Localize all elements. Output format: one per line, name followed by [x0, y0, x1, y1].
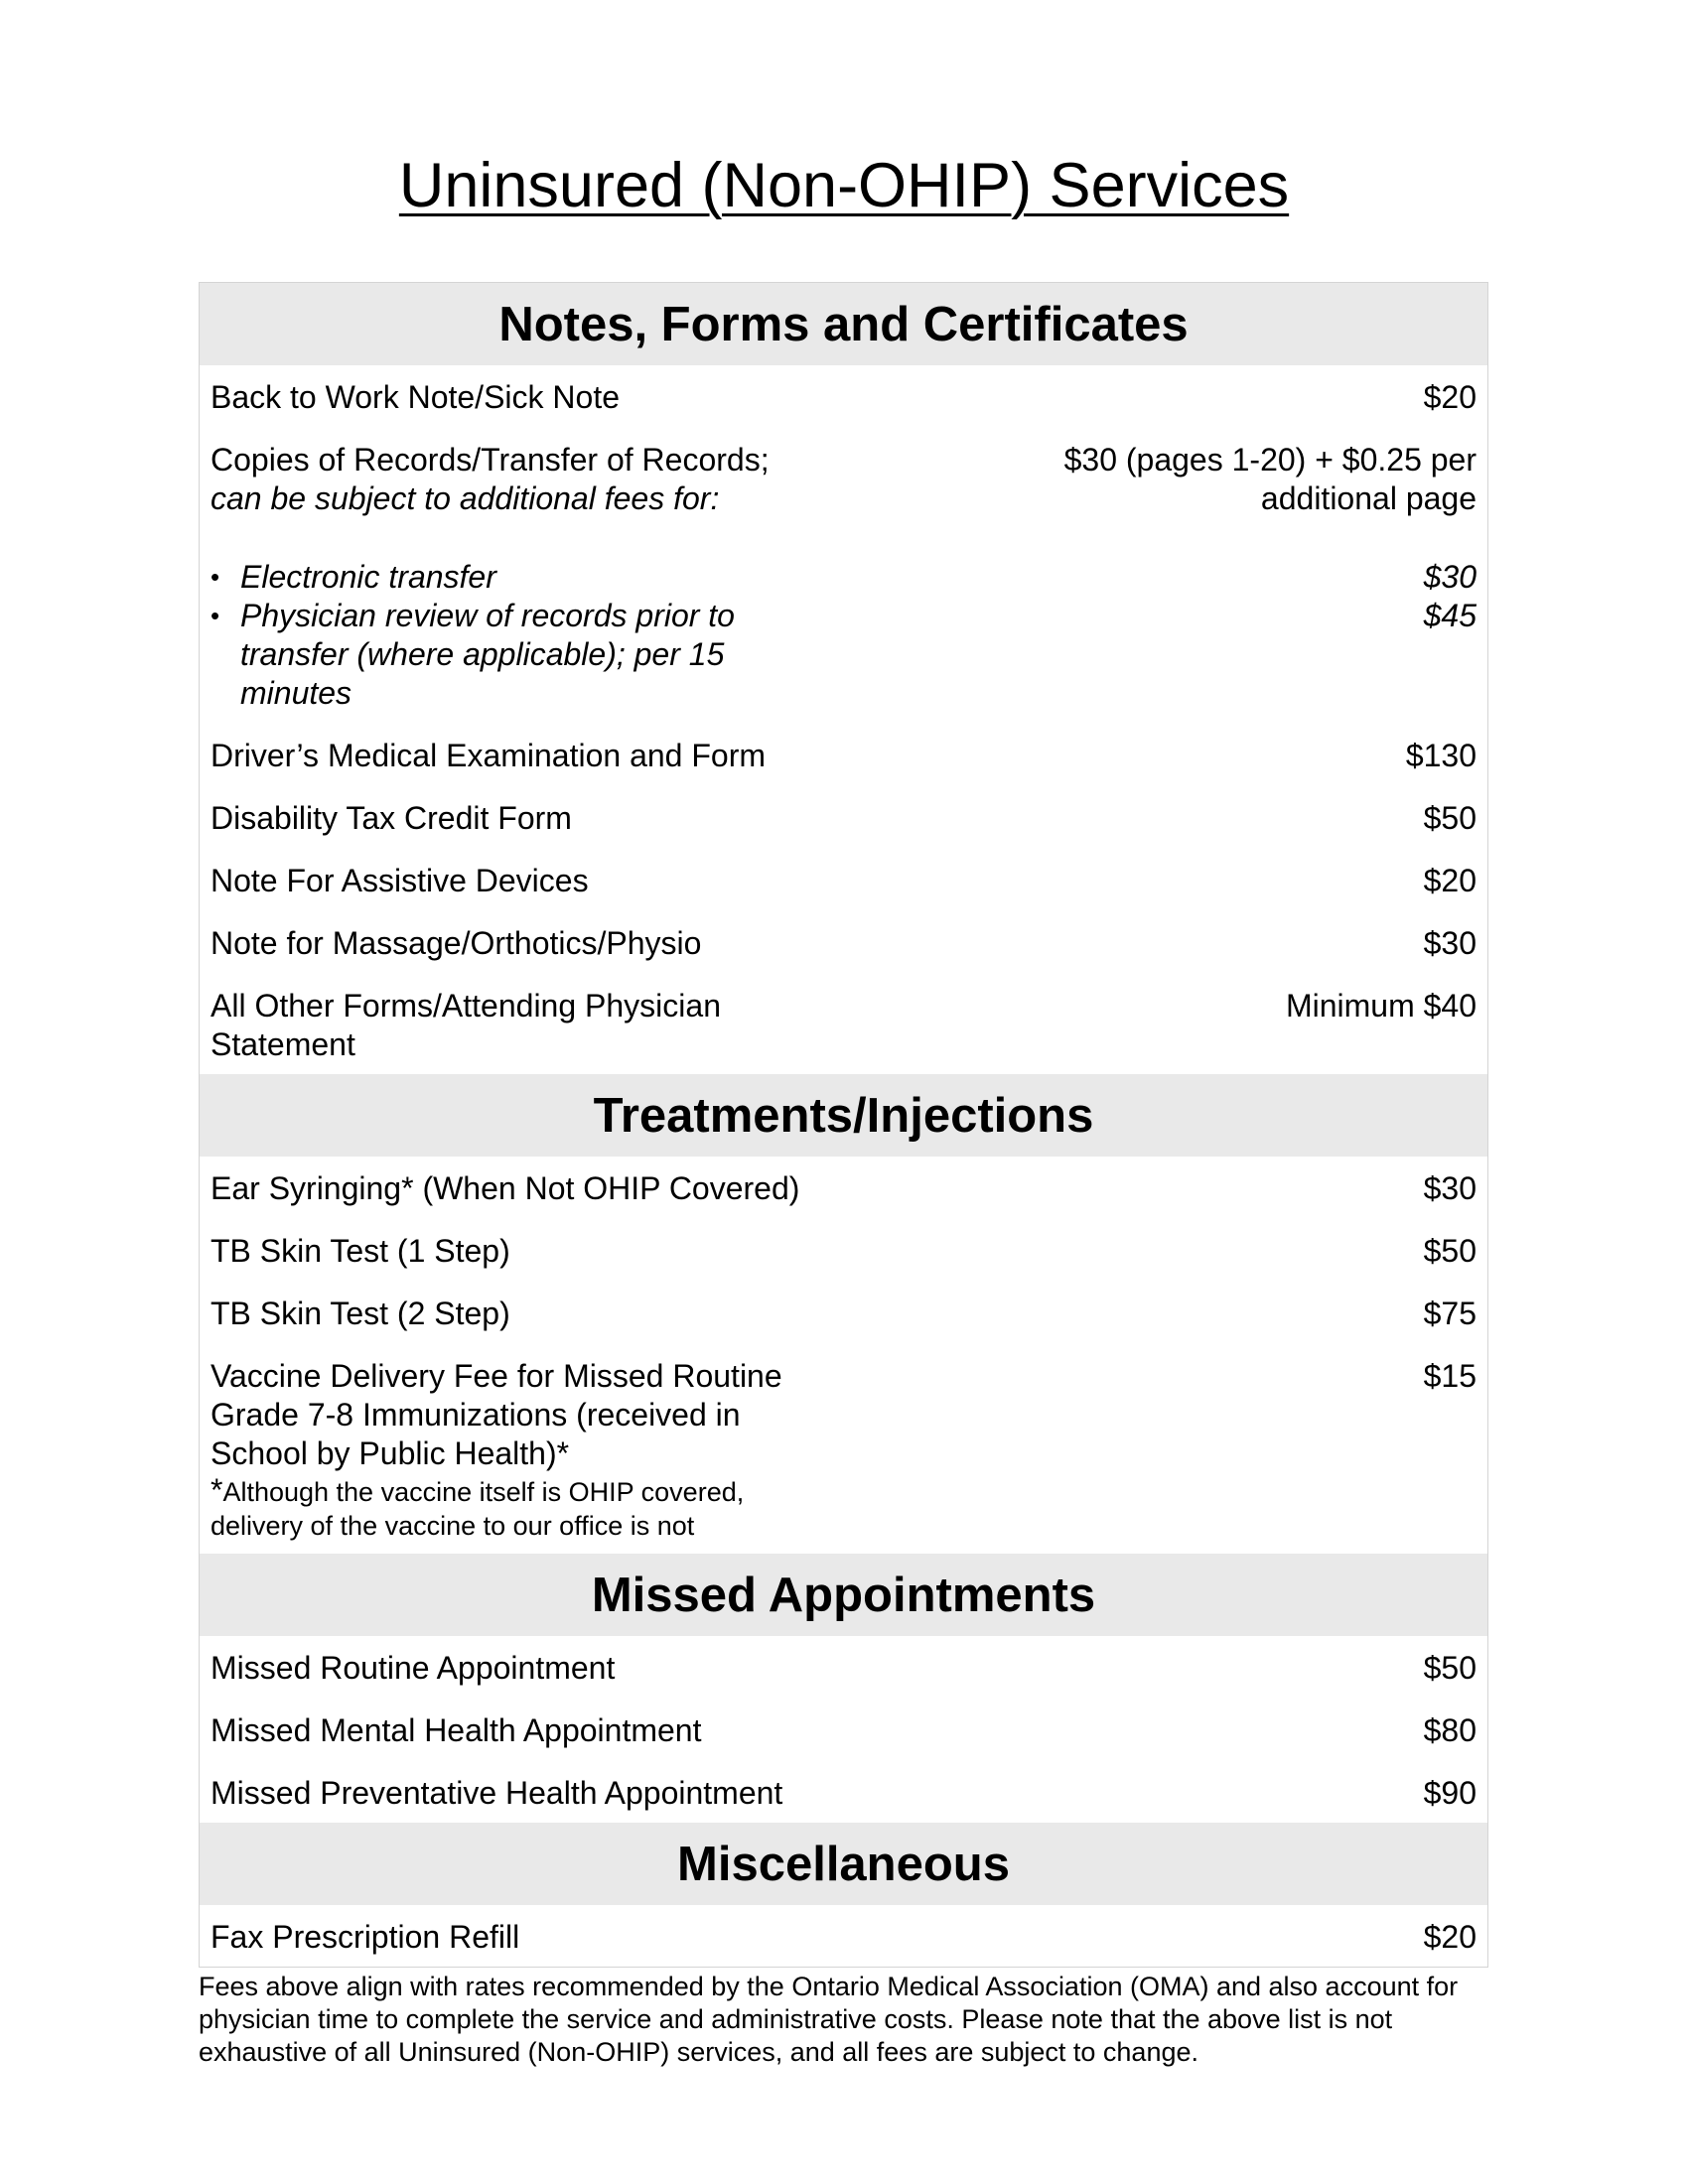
section-heading-missed-appointments: Missed Appointments — [200, 1554, 1487, 1636]
service-label: Missed Routine Appointment — [211, 1650, 616, 1686]
table-row — [200, 1711, 1487, 1750]
service-price: $80 — [1423, 1712, 1477, 1748]
service-label: Ear Syringing* (When Not OHIP Covered) — [211, 1170, 800, 1206]
service-price: $30 — [1423, 1170, 1477, 1206]
service-label: Note for Massage/Orthotics/Physio — [211, 925, 702, 961]
service-label: Back to Work Note/Sick Note — [211, 379, 620, 415]
footer-note: Fees above align with rates recommended by the Ontario Medical Association (OMA) and also account for physician time to complete the service and administrative costs. Please note that the above list is not exhaustive of all Uninsured (Non-OHIP) services, and all fees are subject to change. — [199, 1972, 1459, 2067]
service-label: Missed Mental Health Appointment — [211, 1712, 702, 1748]
section-missed-appointments — [200, 1636, 1487, 1823]
table-row — [200, 799, 1487, 838]
table-row — [200, 1357, 1487, 1544]
service-price: $20 — [1423, 863, 1477, 898]
table-row — [200, 862, 1487, 900]
service-price: $15 — [1423, 1358, 1477, 1394]
service-price: $130 — [1405, 738, 1477, 773]
table-row — [200, 1232, 1487, 1271]
service-label: All Other Forms/Attending Physician Statement — [211, 988, 721, 1062]
service-price: $50 — [1423, 1650, 1477, 1686]
section-heading-miscellaneous: Miscellaneous — [200, 1823, 1487, 1905]
service-label: TB Skin Test (1 Step) — [211, 1233, 510, 1269]
service-label: Missed Preventative Health Appointment — [211, 1775, 783, 1811]
service-price: $75 — [1423, 1296, 1477, 1331]
service-label: TB Skin Test (2 Step) — [211, 1296, 510, 1331]
table-row — [200, 1918, 1487, 1957]
bullet-price: $45 — [1423, 598, 1477, 633]
service-price: Minimum $40 — [1285, 988, 1477, 1024]
section-heading-notes-forms: Notes, Forms and Certificates — [200, 283, 1487, 365]
service-label-subline: can be subject to additional fees for: — [211, 480, 720, 516]
service-price: $50 — [1423, 1233, 1477, 1269]
section-miscellaneous — [200, 1905, 1487, 1967]
bullet-label: Physician review of records prior to transfer (where applicable); per 15 minutes — [240, 598, 735, 711]
service-price-line: $30 (pages 1-20) + $0.25 per — [1063, 442, 1477, 478]
service-label — [211, 441, 886, 518]
bullet-price: $30 — [1423, 559, 1477, 595]
service-label: Disability Tax Credit Form — [211, 800, 572, 836]
table-row — [200, 1774, 1487, 1813]
list-item — [211, 597, 796, 713]
section-heading-treatments: Treatments/Injections — [200, 1074, 1487, 1157]
service-label-line: Copies of Records/Transfer of Records; — [211, 442, 770, 478]
service-label: Driver’s Medical Examination and Form — [211, 738, 767, 773]
service-label — [211, 1357, 826, 1544]
list-item — [211, 558, 886, 597]
page-title: Uninsured (Non-OHIP) Services — [398, 151, 1290, 220]
footnote-text: Although the vaccine itself is OHIP covered, delivery of the vaccine to our office is not — [211, 1477, 745, 1541]
service-price — [1064, 441, 1477, 518]
table-row — [200, 1295, 1487, 1333]
section-notes-forms — [200, 365, 1487, 1074]
footnote-star: * — [211, 1472, 223, 1508]
service-footnote — [211, 1473, 767, 1543]
section-treatments — [200, 1157, 1487, 1554]
table-row — [200, 1169, 1487, 1208]
service-price — [1424, 558, 1477, 713]
service-price-line: additional page — [1260, 480, 1477, 516]
service-price: $50 — [1423, 800, 1477, 836]
table-row — [200, 987, 1487, 1064]
table-row — [200, 924, 1487, 963]
bullet-list — [211, 558, 886, 713]
service-label: Fax Prescription Refill — [211, 1919, 520, 1955]
bullet-icon: • — [211, 601, 220, 630]
table-row — [200, 378, 1487, 417]
service-price: $90 — [1423, 1775, 1477, 1811]
fee-table — [199, 282, 1488, 1968]
service-price: $20 — [1423, 379, 1477, 415]
service-label: Note For Assistive Devices — [211, 863, 589, 898]
bullet-label: Electronic transfer — [240, 559, 496, 595]
bullet-icon: • — [211, 562, 220, 592]
table-row — [200, 737, 1487, 775]
table-row — [200, 441, 1487, 518]
service-price: $30 — [1423, 925, 1477, 961]
service-label-text: Vaccine Delivery Fee for Missed Routine Grade 7-8 Immunizations (received in School by Public Health)* — [211, 1358, 782, 1471]
table-row — [200, 1649, 1487, 1688]
table-row — [200, 558, 1487, 713]
service-price: $20 — [1423, 1919, 1477, 1955]
